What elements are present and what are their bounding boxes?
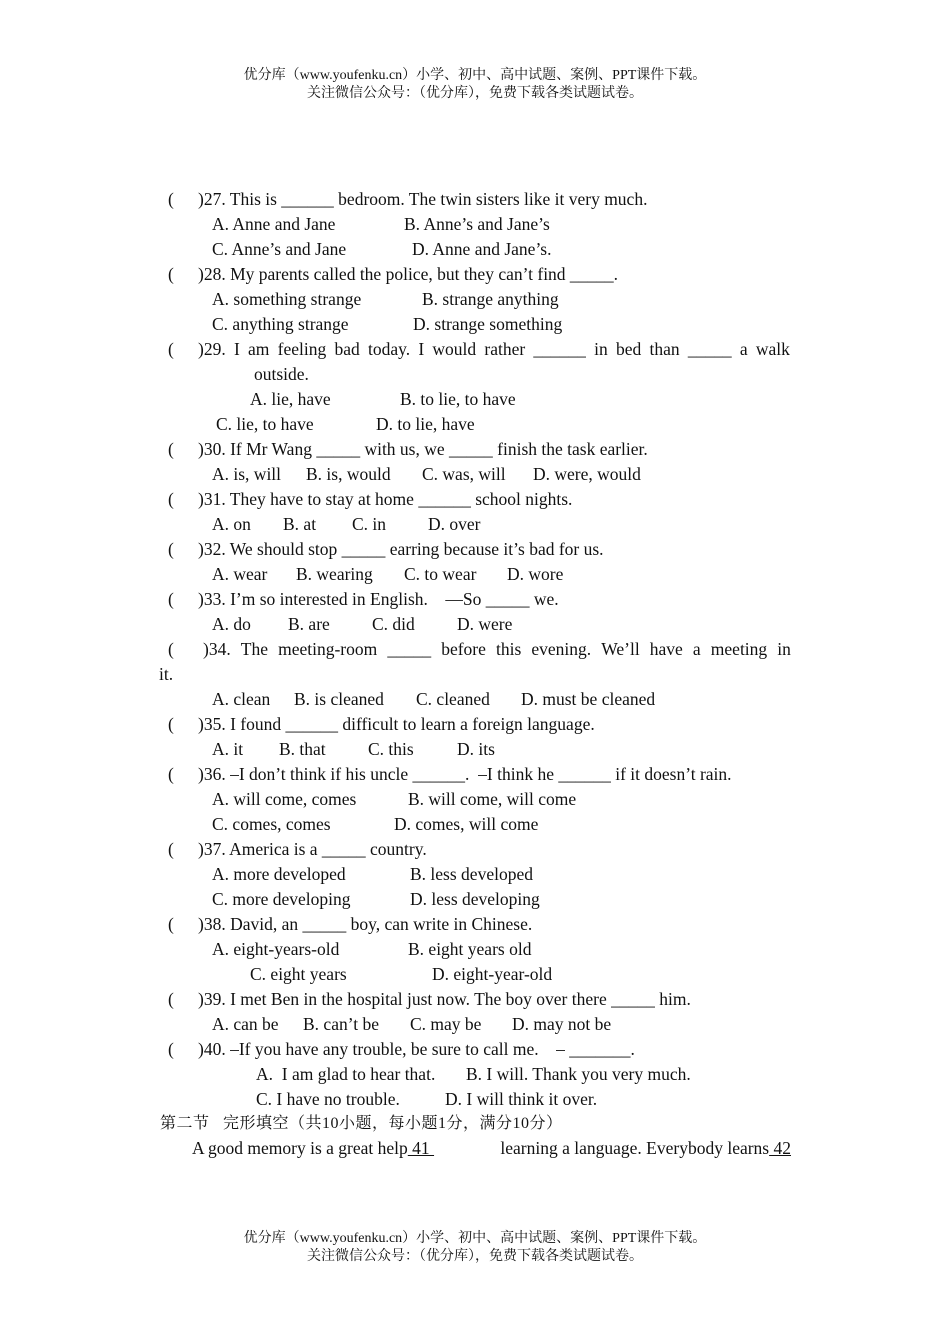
- question-35: [0, 712, 950, 737]
- option-b: B. wearing: [296, 564, 373, 584]
- stem-word: _____: [687, 339, 732, 359]
- footer-line-2: 关注微信公众号：（优分库），免费下载各类试题试卷。: [307, 1249, 643, 1264]
- header-line-1: 优分库（www.youfenku.cn）小学、初中、高中试题、案例、PPT课件下载。: [243, 68, 707, 83]
- cloze-line: [192, 1136, 791, 1161]
- question-28: [0, 262, 950, 287]
- options-row: [0, 287, 950, 312]
- question-38: [0, 912, 950, 937]
- option-b: B. that: [279, 739, 326, 759]
- stem-word: in: [594, 339, 608, 359]
- option-d: D. strange something: [413, 314, 563, 334]
- option-c: C. to wear: [404, 564, 477, 584]
- question-stem: )38. David, an _____ boy, can write in Chinese.: [198, 914, 533, 934]
- option-d: D. may not be: [512, 1014, 612, 1034]
- options-row: [0, 612, 950, 637]
- options-row: [0, 1012, 950, 1037]
- option-c: C. comes, comes: [212, 814, 331, 834]
- section-title: 第二节 完形填空（共10小题，每小题1分，满分10分）: [160, 1115, 563, 1132]
- answer-paren: (: [168, 489, 174, 509]
- options-row: [0, 387, 950, 412]
- options-row: [0, 562, 950, 587]
- question-stem: )33. I’m so interested in English. —So _____ we.: [198, 589, 559, 609]
- question-stem: [203, 637, 791, 662]
- option-b: B. can’t be: [303, 1014, 379, 1034]
- stem-word: bad: [334, 339, 360, 359]
- answer-paren: (: [168, 989, 174, 1009]
- option-c: C. lie, to have: [216, 414, 314, 434]
- option-a: A. can be: [212, 1014, 279, 1034]
- options-row: [0, 1062, 950, 1087]
- option-a: A. clean: [212, 689, 271, 709]
- blank-41: 41: [407, 1138, 435, 1158]
- question-stem-continued: [0, 662, 950, 687]
- answer-paren: (: [168, 764, 174, 784]
- option-a: A. Anne and Jane: [212, 214, 336, 234]
- option-b: B. will come, will come: [408, 789, 577, 809]
- stem-word: a: [692, 639, 701, 659]
- option-d: D. comes, will come: [394, 814, 539, 834]
- option-b: B. are: [288, 614, 330, 634]
- stem-word: ______: [533, 339, 586, 359]
- options-row: [0, 962, 950, 987]
- question-stem: )40. –If you have any trouble, be sure to call me. – _______.: [198, 1039, 635, 1059]
- stem-word: am: [248, 339, 270, 359]
- option-c: C. eight years: [250, 964, 347, 984]
- cloze-paragraph: [192, 1136, 791, 1161]
- question-stem: )28. My parents called the police, but they can’t find _____.: [198, 264, 619, 284]
- question-37: [0, 837, 950, 862]
- option-d: D. must be cleaned: [521, 689, 656, 709]
- option-a: A. I am glad to hear that.: [256, 1064, 436, 1084]
- stem-word: a: [739, 339, 748, 359]
- question-34: [0, 637, 950, 662]
- option-b: B. eight years old: [408, 939, 532, 959]
- options-row: [0, 462, 950, 487]
- footer-line-1: 优分库（www.youfenku.cn）小学、初中、高中试题、案例、PPT课件下载。: [243, 1231, 707, 1246]
- answer-paren: (: [168, 839, 174, 859]
- question-stem: )27. This is ______ bedroom. The twin sisters like it very much.: [198, 189, 648, 209]
- option-b: B. Anne’s and Jane’s: [404, 214, 550, 234]
- answer-paren: (: [168, 189, 174, 209]
- cloze-text-part: learning a language. Everybody learns: [500, 1138, 770, 1158]
- option-b: B. is cleaned: [294, 689, 384, 709]
- stem-word: meeting: [710, 639, 768, 659]
- answer-paren: (: [168, 539, 174, 559]
- option-a: A. something strange: [212, 289, 362, 309]
- option-d: D. Anne and Jane’s.: [412, 239, 552, 259]
- stem-word: )34.: [203, 639, 231, 659]
- options-row: [0, 862, 950, 887]
- options-row: [0, 1087, 950, 1112]
- option-b: B. at: [283, 514, 317, 534]
- option-d: D. to lie, have: [376, 414, 475, 434]
- question-33: [0, 587, 950, 612]
- option-c: C. Anne’s and Jane: [212, 239, 347, 259]
- options-row: [0, 512, 950, 537]
- option-b: B. is, would: [306, 464, 391, 484]
- question-32: [0, 537, 950, 562]
- question-39: [0, 987, 950, 1012]
- stem-word: We’ll: [601, 639, 640, 659]
- option-b: B. less developed: [410, 864, 533, 884]
- stem-word: before: [441, 639, 486, 659]
- option-d: D. I will think it over.: [445, 1089, 598, 1109]
- option-a: A. will come, comes: [212, 789, 357, 809]
- stem-word: feeling: [277, 339, 327, 359]
- stem-word: would: [432, 339, 477, 359]
- question-36: [0, 762, 950, 787]
- option-a: A. it: [212, 739, 244, 759]
- answer-paren: (: [168, 264, 174, 284]
- answer-paren: (: [168, 339, 174, 359]
- options-row: [0, 237, 950, 262]
- question-stem: )39. I met Ben in the hospital just now. The boy over there _____ him.: [198, 989, 691, 1009]
- option-a: A. do: [212, 614, 251, 634]
- option-d: D. wore: [507, 564, 564, 584]
- header-line-2: 关注微信公众号：（优分库），免费下载各类试题试卷。: [307, 86, 643, 101]
- option-d: D. less developing: [410, 889, 540, 909]
- option-d: D. eight-year-old: [432, 964, 553, 984]
- question-stem: )36. –I don’t think if his uncle ______. –I think he ______ if it doesn’t rain.: [198, 764, 732, 784]
- options-row: [0, 812, 950, 837]
- question-27: [0, 187, 950, 212]
- option-a: A. more developed: [212, 864, 346, 884]
- option-c: C. in: [352, 514, 387, 534]
- options-row: [0, 937, 950, 962]
- stem-word: meeting-room: [278, 639, 378, 659]
- question-stem: )32. We should stop _____ earring because it’s bad for us.: [198, 539, 604, 559]
- option-c: C. was, will: [422, 464, 506, 484]
- option-a: A. eight-years-old: [212, 939, 340, 959]
- cloze-text-part: A good memory is a great help: [192, 1138, 408, 1158]
- answer-paren: (: [168, 714, 174, 734]
- question-stem: )31. They have to stay at home ______ school nights.: [198, 489, 573, 509]
- answer-paren: (: [168, 439, 174, 459]
- stem-continuation: outside.: [254, 364, 309, 384]
- option-a: A. on: [212, 514, 251, 534]
- stem-word: rather: [484, 339, 526, 359]
- answer-paren: (: [168, 1039, 174, 1059]
- question-stem: [198, 337, 790, 362]
- options-row: [0, 737, 950, 762]
- option-d: D. over: [428, 514, 481, 534]
- option-b: B. I will. Thank you very much.: [466, 1064, 691, 1084]
- question-30: [0, 437, 950, 462]
- page-header: [0, 67, 950, 103]
- answer-paren: (: [168, 589, 174, 609]
- option-c: C. cleaned: [416, 689, 490, 709]
- option-c: C. more developing: [212, 889, 351, 909]
- stem-word: bed: [616, 339, 642, 359]
- options-row: [0, 412, 950, 437]
- option-a: A. is, will: [212, 464, 282, 484]
- cloze-text: [500, 1136, 791, 1161]
- question-31: [0, 487, 950, 512]
- question-stem: )35. I found ______ difficult to learn a foreign language.: [198, 714, 595, 734]
- option-c: C. I have no trouble.: [256, 1089, 400, 1109]
- options-row: [0, 787, 950, 812]
- stem-continuation: it.: [159, 664, 174, 684]
- stem-word: today.: [367, 339, 411, 359]
- stem-word: than: [649, 339, 680, 359]
- question-29: [0, 337, 950, 362]
- option-b: B. to lie, to have: [400, 389, 516, 409]
- stem-word: have: [649, 639, 683, 659]
- stem-word: I: [418, 339, 425, 359]
- page-footer: [0, 1230, 950, 1266]
- answer-paren: (: [168, 914, 174, 934]
- question-stem: )37. America is a _____ country.: [198, 839, 427, 859]
- question-stem: )30. If Mr Wang _____ with us, we _____ finish the task earlier.: [198, 439, 648, 459]
- question-stem-continued: [0, 362, 950, 387]
- question-40: [0, 1037, 950, 1062]
- option-d: D. were: [457, 614, 513, 634]
- option-b: B. strange anything: [422, 289, 559, 309]
- options-row: [0, 312, 950, 337]
- stem-word: walk: [755, 339, 790, 359]
- stem-word: _____: [387, 639, 432, 659]
- option-d: D. its: [457, 739, 495, 759]
- blank-42: 42: [769, 1138, 791, 1158]
- stem-word: I: [233, 339, 240, 359]
- stem-word: this: [495, 639, 522, 659]
- stem-word: evening.: [531, 639, 592, 659]
- stem-word: )29.: [198, 339, 226, 359]
- options-row: [0, 887, 950, 912]
- answer-paren: (: [168, 639, 174, 659]
- option-c: C. did: [372, 614, 415, 634]
- stem-word: The: [240, 639, 269, 659]
- option-c: C. this: [368, 739, 414, 759]
- option-c: C. may be: [410, 1014, 482, 1034]
- cloze-text: [192, 1136, 434, 1161]
- options-row: [0, 212, 950, 237]
- options-row: [0, 687, 950, 712]
- option-d: D. were, would: [533, 464, 641, 484]
- option-a: A. lie, have: [250, 389, 331, 409]
- option-a: A. wear: [212, 564, 268, 584]
- stem-word: in: [777, 639, 791, 659]
- option-c: C. anything strange: [212, 314, 349, 334]
